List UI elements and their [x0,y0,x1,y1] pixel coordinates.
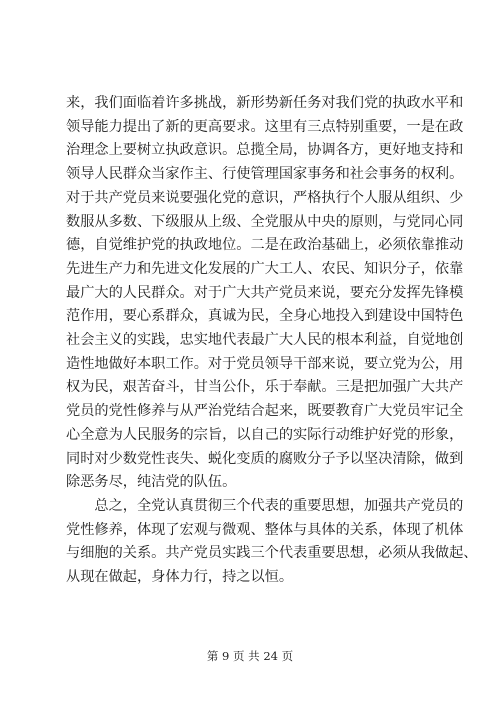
text-line: 范作用，要心系群众，真诚为民，全身心地投入到建设中国特色 [66,308,464,325]
text-line: 心全意为人民服务的宗旨，以自己的实际行动维护好党的形象， [66,426,464,443]
text-line: 领导人民群众当家作主、行使管理国家事务和社会事务的权利。 [66,166,464,183]
paragraph-2 [66,495,478,590]
text-line: 先进生产力和先进文化发展的广大工人、农民、知识分子，依靠 [66,260,464,277]
text-line: 德，自觉维护党的执政地位。二是在政治基础上，必须依靠推动 [66,237,464,254]
text-line: 党员的党性修养与从严治党结合起来，既要教育广大党员牢记全 [66,403,464,420]
text-line: 治理念上要树立执政意识。总揽全局，协调各方，更好地支持和 [66,142,464,159]
text-line: 党性修养，体现了宏观与微观、整体与具体的关系，体现了机体 [66,521,464,538]
page-number-footer: 第 9 页 共 24 页 [206,649,294,663]
text-line: 同时对少数党性丧失、蜕化变质的腐败分子予以坚决清除，做到 [66,450,464,467]
text-line: 总之，全党认真贯彻三个代表的重要思想，加强共产党员的 [66,497,464,514]
text-line: 对于共产党员来说要强化党的意识，严格执行个人服从组织、少 [66,189,464,206]
document-body [66,92,478,590]
text-line: 从现在做起，身体力行，持之以恒。 [66,569,294,586]
text-line: 领导能力提出了新的更高要求。这里有三点特别重要，一是在政 [66,118,464,135]
text-line: 与细胞的关系。共产党员实践三个代表重要思想，必须从我做起、 [66,545,478,562]
text-line: 社会主义的实践，忠实地代表最广大人民的根本利益，自觉地创 [66,332,464,349]
text-line: 最广大的人民群众。对于广大共产党员来说，要充分发挥先锋模 [66,284,464,301]
text-line: 来，我们面临着许多挑战，新形势新任务对我们党的执政水平和 [66,95,464,111]
paragraph-1 [66,92,464,495]
text-line: 权为民，艰苦奋斗，甘当公仆，乐于奉献。三是把加强广大共产 [66,379,464,396]
text-line: 造性地做好本职工作。对于党员领导干部来说，要立党为公，用 [66,355,464,372]
text-line: 除恶务尽，纯洁党的队伍。 [66,474,237,491]
text-line: 数服从多数、下级服从上级、全党服从中央的原则，与党同心同 [66,213,464,230]
